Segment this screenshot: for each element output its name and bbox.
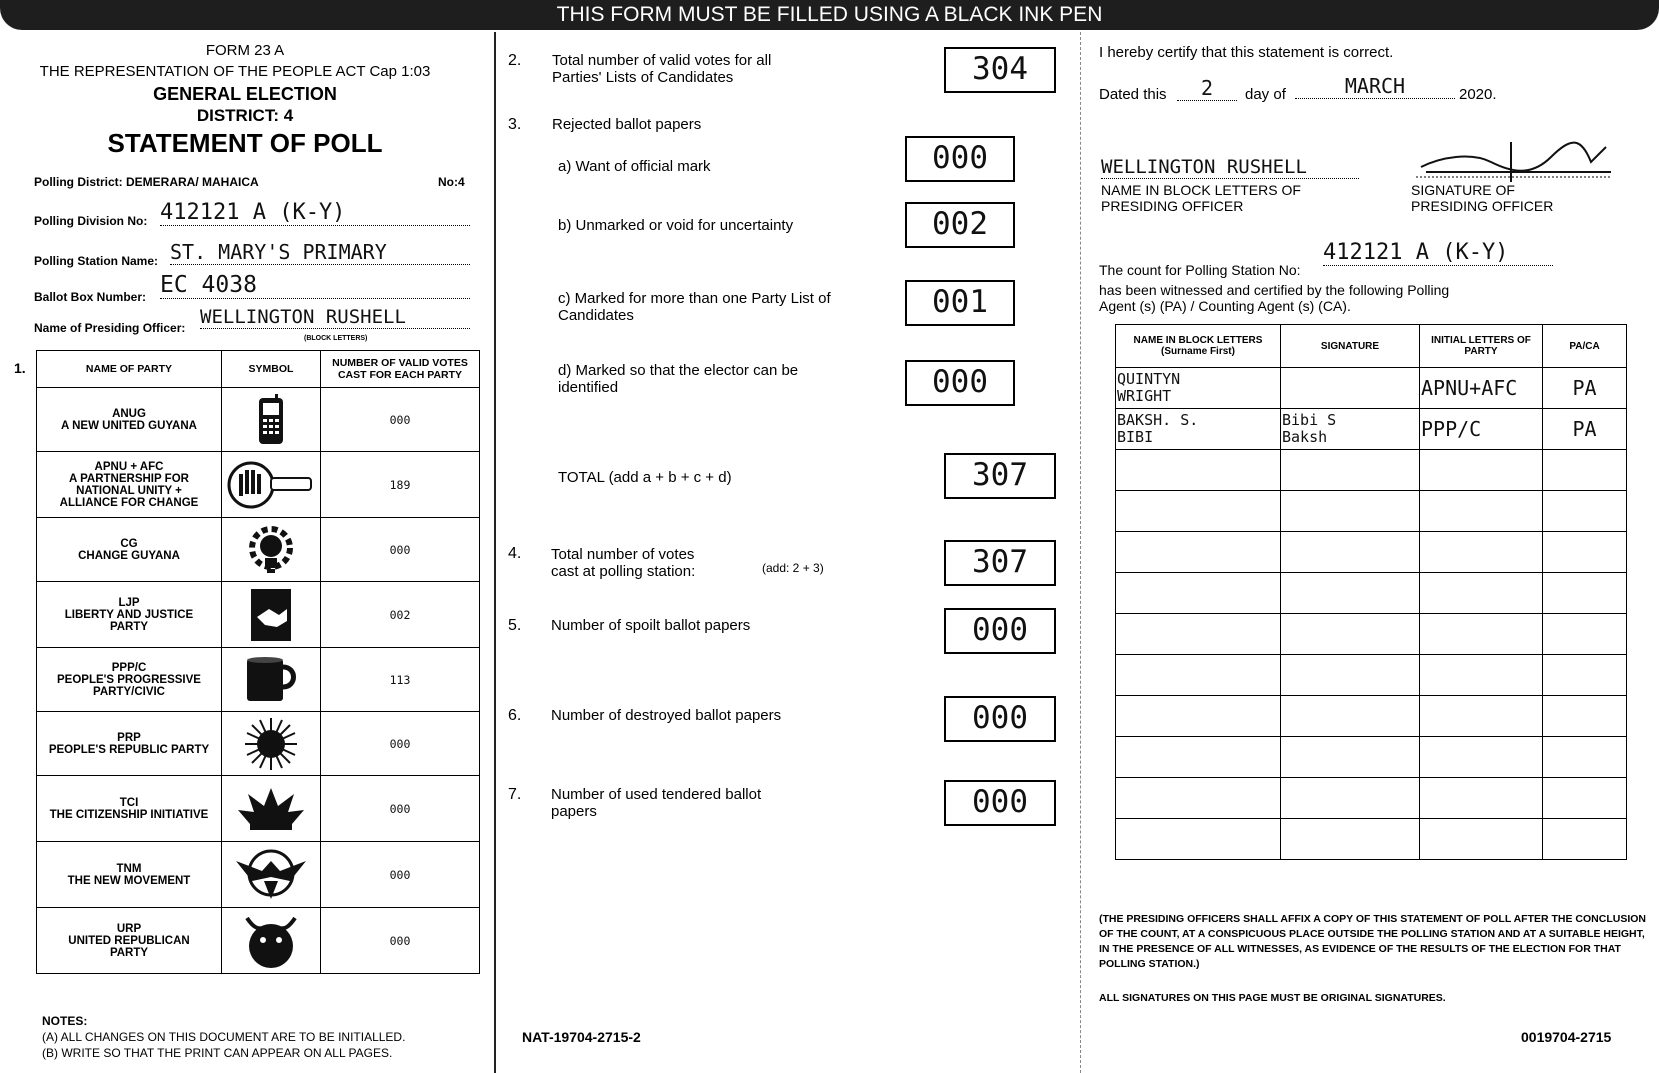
cellphone-icon bbox=[223, 394, 319, 446]
station-label: Polling Station Name: bbox=[34, 254, 159, 268]
witness-party-field[interactable]: APNU+AFC bbox=[1420, 368, 1543, 409]
witness-name-field[interactable] bbox=[1116, 491, 1281, 532]
handshake-icon bbox=[223, 587, 319, 643]
witness-row bbox=[1116, 368, 1627, 409]
lotus-icon bbox=[223, 784, 319, 834]
witness-name-field[interactable] bbox=[1116, 778, 1281, 819]
witness-signature-field[interactable] bbox=[1281, 614, 1420, 655]
party-row bbox=[37, 908, 480, 974]
presiding-officer-signature bbox=[1411, 127, 1616, 187]
witness-signature-field[interactable]: Bibi S Baksh bbox=[1281, 409, 1420, 450]
ballot-box-field[interactable]: EC 4038 bbox=[160, 272, 470, 299]
header-party-name: NAME OF PARTY bbox=[37, 351, 222, 388]
witness-party-field[interactable] bbox=[1420, 737, 1543, 778]
party-votes-field[interactable]: 002 bbox=[321, 582, 480, 648]
header-witness-role: PA/CA bbox=[1543, 325, 1627, 368]
witness-role-field[interactable] bbox=[1543, 614, 1627, 655]
witness-row bbox=[1116, 450, 1627, 491]
party-symbol-cell bbox=[222, 582, 321, 648]
witness-party-field[interactable]: PPP/C bbox=[1420, 409, 1543, 450]
party-votes-field[interactable]: 189 bbox=[321, 452, 480, 518]
party-row bbox=[37, 388, 480, 452]
witness-party-field[interactable] bbox=[1420, 655, 1543, 696]
witness-name-field[interactable] bbox=[1116, 655, 1281, 696]
polling-district-no: No:4 bbox=[438, 175, 465, 189]
right-panel bbox=[1080, 32, 1659, 1073]
note-b: (B) WRITE SO THAT THE PRINT CAN APPEAR ON ALL PAGES. bbox=[42, 1046, 393, 1060]
witness-role-field[interactable] bbox=[1543, 573, 1627, 614]
party-votes-field[interactable]: 000 bbox=[321, 518, 480, 582]
witness-table bbox=[1115, 324, 1627, 860]
witness-party-field[interactable] bbox=[1420, 819, 1543, 860]
q3-label: Rejected ballot papers bbox=[552, 116, 702, 133]
name-label: NAME IN BLOCK LETTERS OF PRESIDING OFFICER bbox=[1101, 182, 1301, 214]
q4-add-note: (add: 2 + 3) bbox=[762, 561, 824, 575]
q3c-label: c) Marked for more than one Party List of Candidates bbox=[558, 290, 831, 324]
district-title: DISTRICT: 4 bbox=[196, 106, 294, 125]
dated-day-field[interactable]: 2 bbox=[1177, 76, 1237, 101]
witness-signature-field[interactable] bbox=[1281, 491, 1420, 532]
q7-label: Number of used tendered ballot papers bbox=[551, 786, 762, 820]
witness-party-field[interactable] bbox=[1420, 573, 1543, 614]
witness-name-field[interactable]: QUINTYN WRIGHT bbox=[1116, 368, 1281, 409]
party-row bbox=[37, 648, 480, 712]
party-name: LJP LIBERTY AND JUSTICE PARTY bbox=[37, 582, 222, 648]
bull-icon bbox=[223, 912, 319, 970]
party-symbol-cell bbox=[222, 452, 321, 518]
witness-role-field[interactable] bbox=[1543, 737, 1627, 778]
witness-signature-field[interactable] bbox=[1281, 778, 1420, 819]
witness-row bbox=[1116, 532, 1627, 573]
witness-signature-field[interactable] bbox=[1281, 450, 1420, 491]
witness-signature-field[interactable] bbox=[1281, 532, 1420, 573]
party-symbol-cell bbox=[222, 388, 321, 452]
cup-icon bbox=[223, 655, 319, 705]
witness-row bbox=[1116, 737, 1627, 778]
hand-key-icon bbox=[223, 460, 319, 510]
party-symbol-cell bbox=[222, 776, 321, 842]
party-symbol-cell bbox=[222, 648, 321, 712]
party-name: CG CHANGE GUYANA bbox=[37, 518, 222, 582]
q3b-box[interactable]: 002 bbox=[905, 202, 1015, 248]
witness-party-field[interactable] bbox=[1420, 696, 1543, 737]
header-votes: NUMBER OF VALID VOTES CAST FOR EACH PARTY bbox=[321, 351, 480, 388]
page-title: STATEMENT OF POLL bbox=[107, 128, 383, 158]
q3-number: 3. bbox=[508, 116, 522, 133]
dated-month-field[interactable]: MARCH bbox=[1295, 74, 1455, 99]
witness-name-field[interactable]: BAKSH. S. BIBI bbox=[1116, 409, 1281, 450]
witness-name-field[interactable] bbox=[1116, 532, 1281, 573]
witness-name-field[interactable] bbox=[1116, 819, 1281, 860]
q5-number: 5. bbox=[508, 617, 522, 634]
witness-role-field[interactable] bbox=[1543, 655, 1627, 696]
q4-label: Total number of votes cast at polling station: bbox=[551, 546, 696, 580]
party-votes-field[interactable]: 000 bbox=[321, 842, 480, 908]
polling-district: Polling District: DEMERARA/ MAHAICA bbox=[34, 175, 259, 189]
witness-party-field[interactable] bbox=[1420, 532, 1543, 573]
party-symbol-cell bbox=[222, 842, 321, 908]
party-symbol-cell bbox=[222, 908, 321, 974]
witness-role-field[interactable] bbox=[1543, 819, 1627, 860]
witness-signature-field[interactable] bbox=[1281, 573, 1420, 614]
witness-role-field[interactable]: PA bbox=[1543, 368, 1627, 409]
party-symbol-cell bbox=[222, 518, 321, 582]
eagle-icon bbox=[223, 847, 319, 903]
party-votes-field[interactable]: 000 bbox=[321, 388, 480, 452]
party-row bbox=[37, 452, 480, 518]
q5-box[interactable]: 000 bbox=[944, 608, 1056, 654]
party-row bbox=[37, 582, 480, 648]
witness-role-field[interactable] bbox=[1543, 491, 1627, 532]
witness-role-field[interactable] bbox=[1543, 450, 1627, 491]
q6-number: 6. bbox=[508, 707, 522, 724]
party-votes-field[interactable]: 000 bbox=[321, 908, 480, 974]
party-row bbox=[37, 842, 480, 908]
header-witness-signature: SIGNATURE bbox=[1281, 325, 1420, 368]
affix-notice: (THE PRESIDING OFFICERS SHALL AFFIX A COPY OF THIS STATEMENT OF POLL AFTER THE CONCLUSION OF THE COUNT, AT A CONSPICUOUS PLACE OUTSIDE THE POLLING STATION AND AT A SUITABLE HEIGHT, IN THE PRESENCE OF ALL WITNESSES, AS EVIDENCE OF THE RESULTS OF THE ELECTION FOR THAT POLLING STATION.) bbox=[1099, 913, 1646, 970]
q3d-label: d) Marked so that the elector can be identified bbox=[558, 362, 799, 396]
party-votes-field[interactable]: 000 bbox=[321, 712, 480, 776]
total-label: TOTAL (add a + b + c + d) bbox=[558, 469, 732, 486]
witness-signature-field[interactable] bbox=[1281, 368, 1420, 409]
ballot-box-label: Ballot Box Number: bbox=[34, 290, 147, 304]
election-title: GENERAL ELECTION bbox=[153, 84, 337, 104]
witness-signature-field[interactable] bbox=[1281, 819, 1420, 860]
witness-role-field[interactable] bbox=[1543, 778, 1627, 819]
party-name: APNU + AFC A PARTNERSHIP FOR NATIONAL UNITY + ALLIANCE FOR CHANGE bbox=[37, 452, 222, 518]
party-votes-field[interactable]: 113 bbox=[321, 648, 480, 712]
witness-row bbox=[1116, 573, 1627, 614]
party-name: PPP/C PEOPLE'S PROGRESSIVE PARTY/CIVIC bbox=[37, 648, 222, 712]
q7-number: 7. bbox=[508, 786, 522, 803]
division-label: Polling Division No: bbox=[34, 214, 148, 228]
witness-signature-field[interactable] bbox=[1281, 655, 1420, 696]
witness-row bbox=[1116, 696, 1627, 737]
witness-row bbox=[1116, 491, 1627, 532]
footer-code: NAT-19704-2715-2 bbox=[522, 1029, 641, 1045]
witness-name-field[interactable] bbox=[1116, 614, 1281, 655]
notes-title: NOTES: bbox=[42, 1014, 88, 1028]
witness-role-field[interactable] bbox=[1543, 696, 1627, 737]
witness-role-field[interactable] bbox=[1543, 532, 1627, 573]
presiding-field[interactable]: WELLINGTON RUSHELL bbox=[200, 306, 470, 329]
middle-panel bbox=[494, 32, 1080, 1073]
section-number: 1. bbox=[14, 360, 26, 376]
left-panel bbox=[0, 32, 492, 1073]
count-station-field[interactable]: 412121 A (K-Y) bbox=[1323, 240, 1553, 266]
party-symbol-cell bbox=[222, 712, 321, 776]
witness-name-field[interactable] bbox=[1116, 450, 1281, 491]
q2-label: Total number of valid votes for all Parties' Lists of Candidates bbox=[552, 52, 772, 86]
q3d-box[interactable]: 000 bbox=[905, 360, 1015, 406]
dated-mid: day of bbox=[1245, 86, 1286, 103]
gear-bulb-icon bbox=[223, 524, 319, 576]
party-name: PRP PEOPLE'S REPUBLIC PARTY bbox=[37, 712, 222, 776]
q2-box[interactable]: 304 bbox=[944, 47, 1056, 93]
block-letters-note: (BLOCK LETTERS) bbox=[304, 335, 368, 342]
header-witness-name: NAME IN BLOCK LETTERS (Surname First) bbox=[1116, 325, 1281, 368]
witness-row bbox=[1116, 778, 1627, 819]
q3b-label: b) Unmarked or void for uncertainty bbox=[558, 217, 794, 234]
act-title: THE REPRESENTATION OF THE PEOPLE ACT Cap 1:03 bbox=[39, 63, 431, 80]
sun-icon bbox=[223, 716, 319, 772]
dated-prefix: Dated this bbox=[1099, 86, 1167, 103]
witness-name-field[interactable] bbox=[1116, 737, 1281, 778]
q5-label: Number of spoilt ballot papers bbox=[551, 617, 751, 634]
form-banner: THIS FORM MUST BE FILLED USING A BLACK INK PEN bbox=[0, 0, 1659, 30]
witness-row bbox=[1116, 655, 1627, 696]
certify-text: I hereby certify that this statement is correct. bbox=[1099, 44, 1394, 61]
q6-box[interactable]: 000 bbox=[944, 696, 1056, 742]
witness-signature-field[interactable] bbox=[1281, 696, 1420, 737]
total-box[interactable]: 307 bbox=[944, 453, 1056, 499]
witness-party-field[interactable] bbox=[1420, 778, 1543, 819]
signature-label: SIGNATURE OF PRESIDING OFFICER bbox=[1411, 182, 1554, 214]
note-a: (A) ALL CHANGES ON THIS DOCUMENT ARE TO BE INITIALLED. bbox=[42, 1030, 406, 1044]
count-rest: has been witnessed and certified by the following Polling Agent (s) (PA) / Counting Agent (s) (CA). bbox=[1099, 282, 1450, 314]
q3a-label: a) Want of official mark bbox=[558, 158, 711, 175]
party-name: URP UNITED REPUBLICAN PARTY bbox=[37, 908, 222, 974]
witness-role-field[interactable]: PA bbox=[1543, 409, 1627, 450]
party-name: TNM THE NEW MOVEMENT bbox=[37, 842, 222, 908]
q4-number: 4. bbox=[508, 545, 522, 562]
witness-row bbox=[1116, 614, 1627, 655]
q3a-box[interactable]: 000 bbox=[905, 136, 1015, 182]
party-row bbox=[37, 712, 480, 776]
presiding-label: Name of Presiding Officer: bbox=[34, 321, 186, 335]
division-field[interactable]: 412121 A (K-Y) bbox=[160, 200, 470, 226]
q4-box[interactable]: 307 bbox=[944, 540, 1056, 586]
dated-year: 2020. bbox=[1459, 86, 1497, 103]
q2-number: 2. bbox=[508, 52, 522, 69]
witness-party-field[interactable] bbox=[1420, 614, 1543, 655]
header-symbol: SYMBOL bbox=[222, 351, 321, 388]
party-name: TCI THE CITIZENSHIP INITIATIVE bbox=[37, 776, 222, 842]
witness-name-field[interactable] bbox=[1116, 573, 1281, 614]
party-row bbox=[37, 776, 480, 842]
witness-party-field[interactable] bbox=[1420, 491, 1543, 532]
witness-name-field[interactable] bbox=[1116, 696, 1281, 737]
q6-label: Number of destroyed ballot papers bbox=[551, 707, 782, 724]
signatures-note: ALL SIGNATURES ON THIS PAGE MUST BE ORIGINAL SIGNATURES. bbox=[1099, 992, 1446, 1004]
witness-row bbox=[1116, 819, 1627, 860]
witness-signature-field[interactable] bbox=[1281, 737, 1420, 778]
party-row bbox=[37, 518, 480, 582]
q3c-box[interactable]: 001 bbox=[905, 280, 1015, 326]
q7-box[interactable]: 000 bbox=[944, 780, 1056, 826]
witness-party-field[interactable] bbox=[1420, 450, 1543, 491]
witness-row bbox=[1116, 409, 1627, 450]
officer-name-field[interactable]: WELLINGTON RUSHELL bbox=[1101, 156, 1359, 179]
form-number: FORM 23 A bbox=[205, 42, 285, 59]
party-votes-table bbox=[36, 350, 480, 974]
serial-number: 0019704-2715 bbox=[1521, 1029, 1612, 1045]
station-field[interactable]: ST. MARY'S PRIMARY bbox=[170, 240, 470, 265]
count-prefix: The count for Polling Station No: bbox=[1099, 262, 1301, 278]
party-votes-field[interactable]: 000 bbox=[321, 776, 480, 842]
party-name: ANUG A NEW UNITED GUYANA bbox=[37, 388, 222, 452]
header-witness-party: INITIAL LETTERS OF PARTY bbox=[1420, 325, 1543, 368]
